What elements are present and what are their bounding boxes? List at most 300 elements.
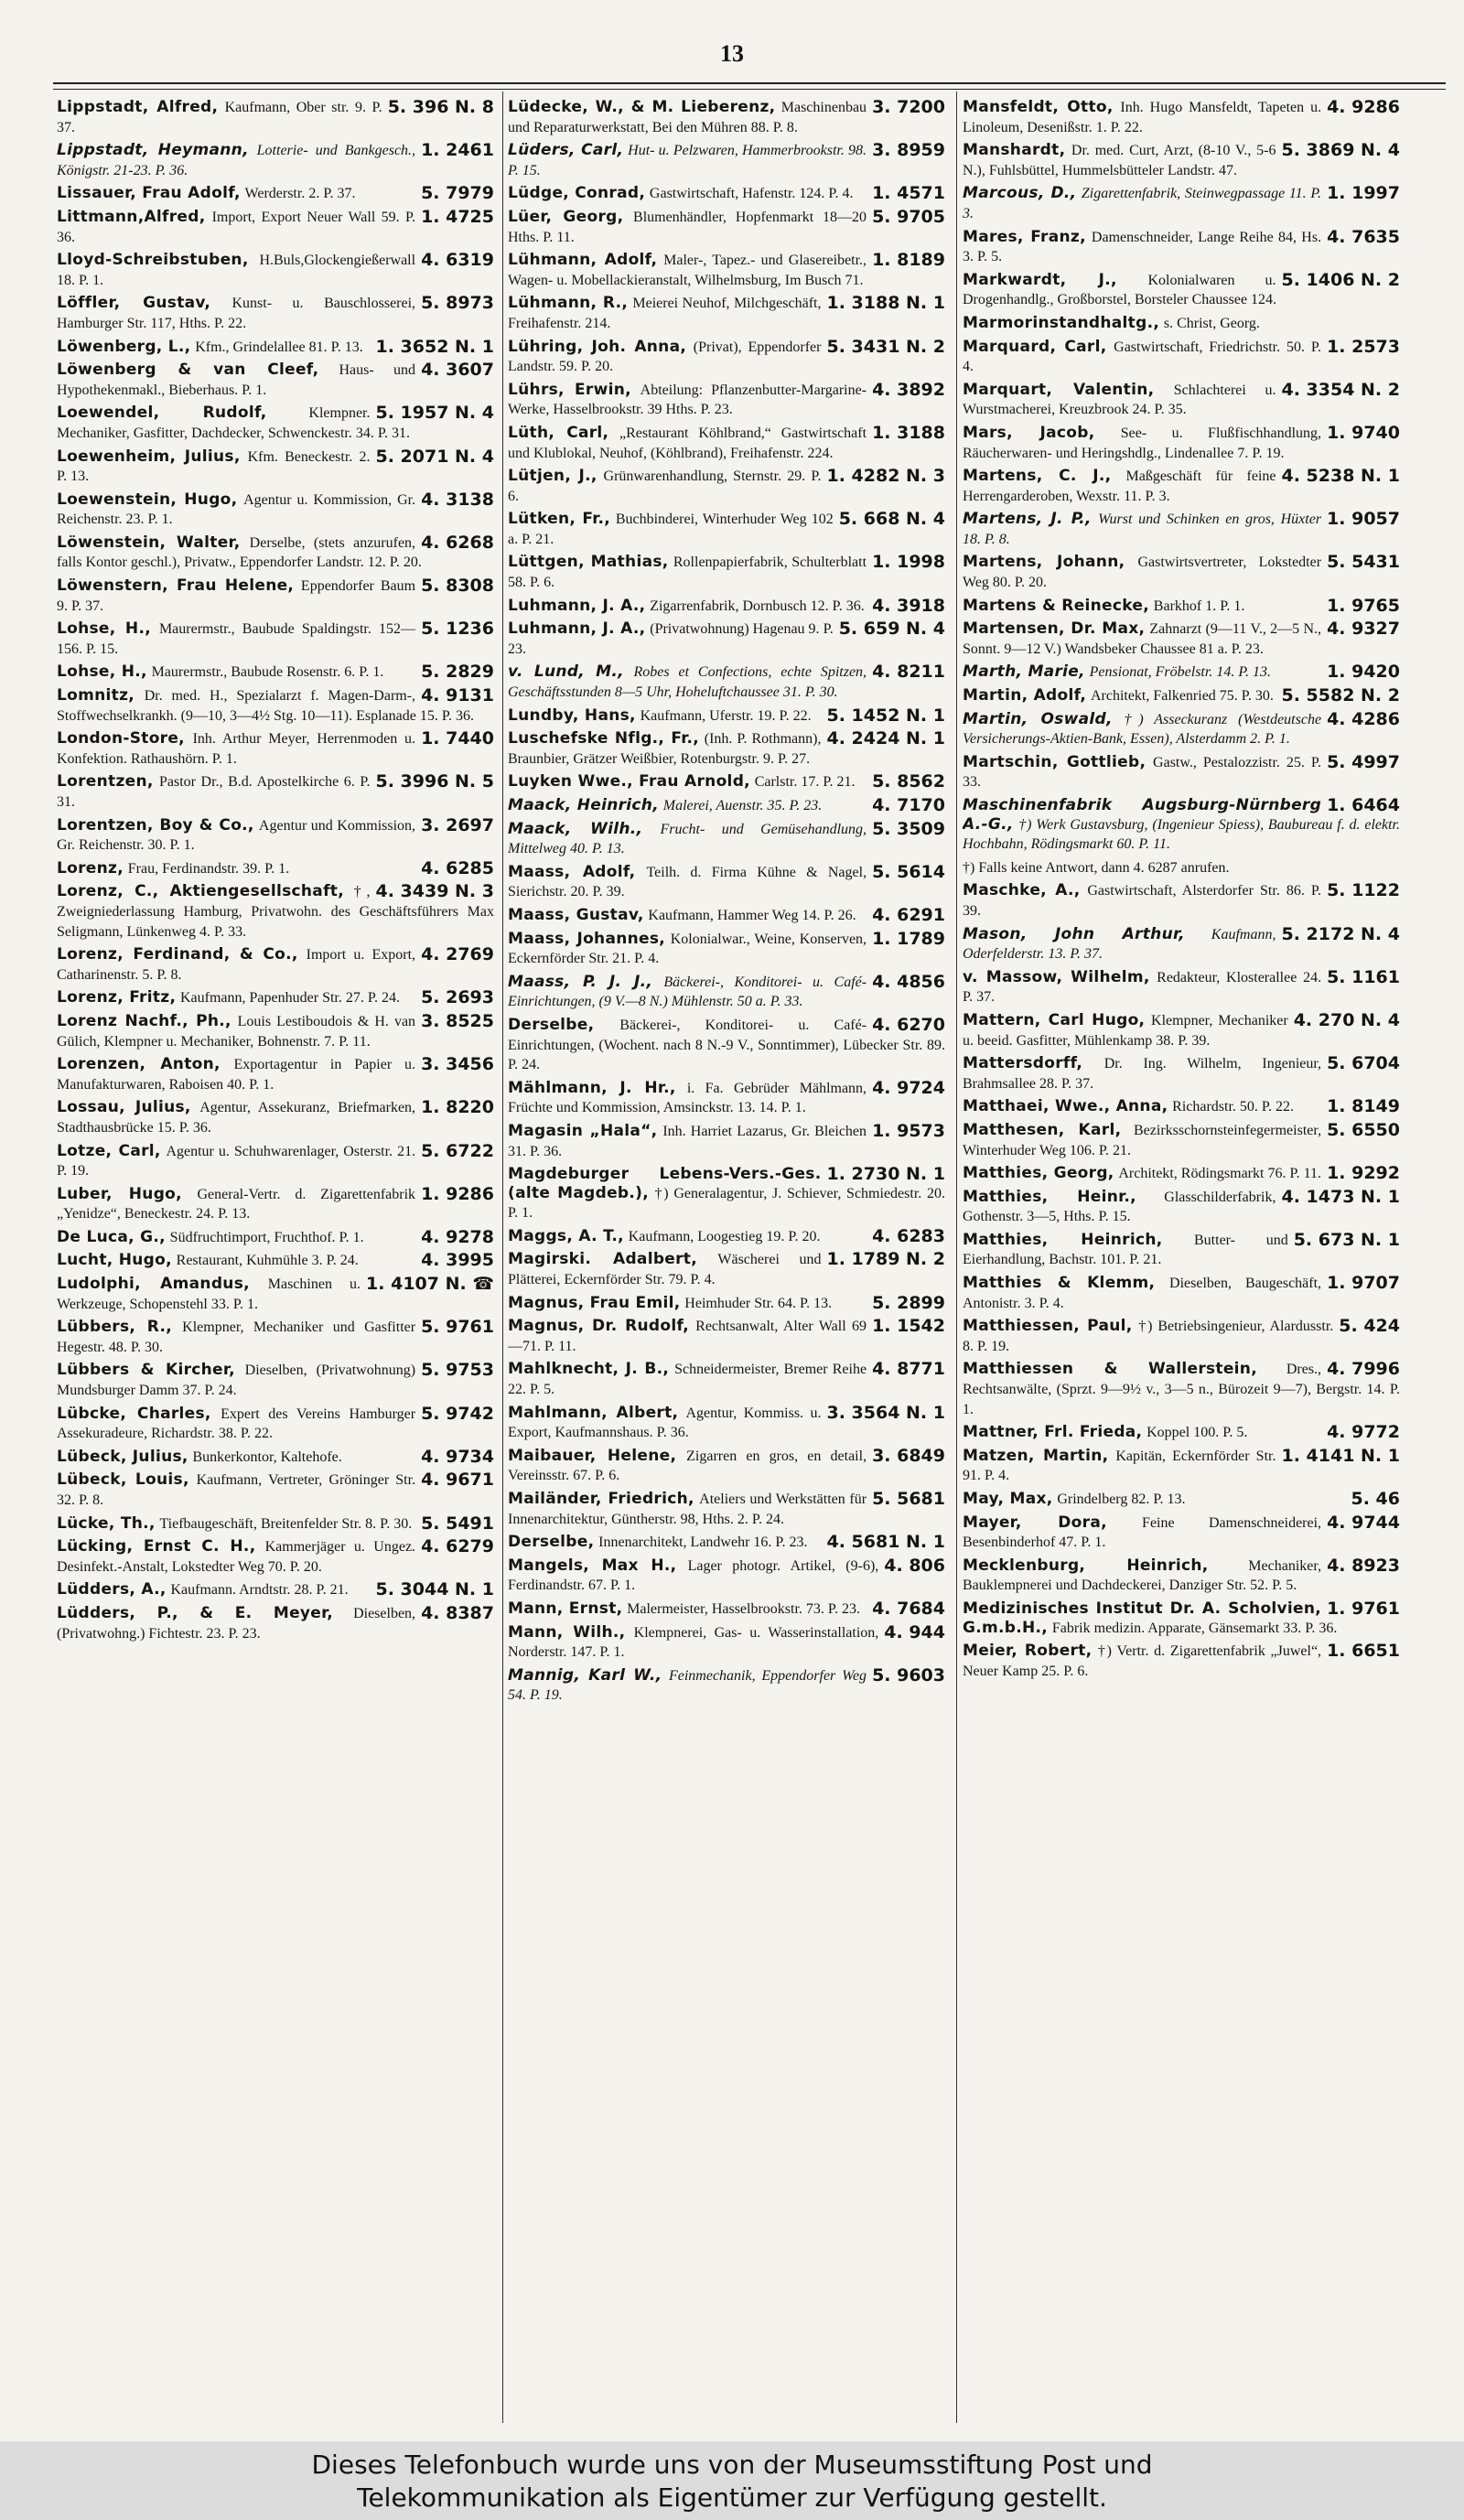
directory-entry [963,510,1400,549]
entry-name: Matthiessen, Paul, [963,1317,1133,1336]
entry-name: Lundby, Hans, [508,705,636,725]
entry-name: Mars, Jacob, [963,423,1095,442]
directory-entry [57,1448,494,1468]
entry-name: Martens & Reinecke, [963,596,1150,615]
phone-number: 4. 7635 [1327,226,1400,247]
entry-detail: Kunst- u. Bauschlosserei, Hamburger Str. 117, Hths. P. 22. [57,296,416,331]
phone-number: 4. 2424 N. 1 [826,728,945,749]
entry-detail: Gastwirtschaft, Friedrichstr. 50. P. 4. [963,339,1322,375]
entry-detail: Hut- u. Pelzwaren, Hammerbrookstr. 98. P. 15. [508,143,867,178]
phone-number: 3. 3456 [421,1054,494,1075]
entry-name: Mahlknecht, J. B., [508,1360,670,1379]
entry-name: Martens, C. J., [963,467,1112,486]
directory-entry [508,1556,945,1596]
entry-detail: Kaufmann, Ober str. 9. P. 37. [57,100,382,135]
entry-name: Lloyd-Schreibstuben, [57,251,249,270]
entry-detail: Dr. med. Curt, Arzt, (8-10 V., 5-6 N.), Fuhlsbüttel, Hummelsbütteler Landstr. 47. [963,143,1276,178]
entry-name: Markwardt, J., [963,270,1117,289]
entry-name: Mason, John Arthur, [963,924,1185,943]
entry-detail: Zigarettenfabrik, Steinwegpassage 11. P. 3. [963,186,1322,221]
entry-detail: Abteilung: Pflanzenbutter-Margarine-Werke, Hasselbrookstr. 39 Hths. P. 23. [508,382,867,418]
directory-entry [57,1318,494,1357]
entry-name: Maass, Adolf, [508,862,636,881]
entry-detail: Bäckerei-, Konditorei- u. Café-Einrichtungen, (Wochent. nach 8 N.-9 V., Sonntimmer), Lübecker Str. 89. P. 24. [508,1017,945,1073]
directory-entry [963,141,1400,180]
phone-number: 4. 9278 [421,1226,494,1247]
entry-detail: Agentur, Assekuranz, Briefmarken, Stadthausbrücke 15. P. 36. [57,1100,416,1136]
phone-number: 5. 3431 N. 2 [826,336,945,357]
entry-detail: Zahnarzt (9—11 V., 2—5 N., Sonnt. 9—12 V.) Wandsbeker Chaussee 81 a. P. 23. [963,621,1322,657]
entry-detail: Schneidermeister, Bremer Reihe 22. P. 5. [508,1362,867,1398]
entry-detail: Richardstr. 50. P. 22. [1172,1099,1295,1115]
entry-detail: Heimhuder Str. 64. P. 13. [684,1295,833,1311]
phone-number: 3. 6849 [872,1445,945,1466]
entry-name: Lorenz, C., Aktiengesellschaft, [57,882,344,901]
directory-entry [963,796,1400,855]
entry-name: Lippstadt, Alfred, [57,98,219,116]
directory-entry [57,208,494,247]
directory-entry [963,1274,1400,1313]
entry-detail: Dres., Rechtsanwälte, (Sprzt. 9—9½ v., 3—5 n., Bürozeit 9—7), Bergstr. 14. P. 1. [963,1362,1400,1417]
phone-number: 4. 6279 [421,1536,494,1557]
directory-entry [57,141,494,180]
entry-detail: Meierei Neuhof, Milchgeschäft, Freihafenstr. 214. [508,296,822,331]
entry-name: Marth, Marie, [963,662,1085,682]
entry-name: Magdeburger Lebens-Vers.-Ges. (alte Magdeb.), [508,1165,822,1202]
entry-detail: Pastor Dr., B.d. Apostelkirche 6. P. 31. [57,774,371,810]
entry-name: Mattersdorff, [963,1054,1083,1073]
entry-name: Magnus, Dr. Rudolf, [508,1317,689,1336]
entry-name: Lühring, Joh. Anna, [508,337,687,356]
phone-number: 5. 9705 [872,206,945,227]
phone-number: 3. 8525 [421,1010,494,1031]
entry-detail: Malermeister, Hasselbrookstr. 73. P. 23. [627,1600,861,1617]
phone-number: 5. 6722 [421,1140,494,1161]
entry-detail: Barkhof 1. P. 1. [1153,598,1245,614]
directory-entry [963,467,1400,506]
entry-name: Lossau, Julius, [57,1098,191,1117]
phone-number: 1. 4571 [872,183,945,204]
entry-name: Lühmann, R., [508,294,629,313]
phone-number: 4. 3918 [872,595,945,616]
directory-entry [57,729,494,769]
directory-entry [57,1012,494,1051]
phone-number: 4. 8211 [872,662,945,683]
entry-name: Luyken Wwe., Frau Arnold, [508,772,750,792]
entry-detail: Rollenpapierfabrik, Schulterblatt 58. P. 6. [508,555,867,591]
entry-name: Luber, Hugo, [57,1184,182,1203]
entry-detail: „Restaurant Köhlbrand,“ Gastwirtschaft und Klublokal, Neuhof, (Köhlbrand), Freihafenstr. 224. [508,425,867,461]
entry-name: v. Lund, M., [508,662,624,682]
entry-detail: i. Fa. Gebrüder Mählmann, Früchte und Kommission, Amsinckstr. 13. 14. P. 1. [508,1080,867,1116]
phone-number: 4. 3892 [872,379,945,400]
entry-name: Löffler, Gustav, [57,294,211,313]
directory-entry [508,1016,945,1075]
phone-number: 1. 6651 [1327,1641,1400,1662]
directory-entry [57,1604,494,1643]
entry-name: Lorenzen, Anton, [57,1055,221,1074]
phone-number: 5. 6704 [1327,1053,1400,1074]
phone-number: 4. 3354 N. 2 [1281,379,1400,400]
entry-name: Lissauer, Frau Adolf, [57,184,241,203]
phone-number: 1. 4107 N. ☎ [366,1274,494,1295]
entry-name: Marmorinstandhaltg., [963,313,1160,332]
entry-detail: Agentur, Kommiss. u. Export, Kaufmannshaus. P. 36. [508,1405,822,1441]
phone-number: 5. 1957 N. 4 [375,403,494,424]
entry-detail: Frucht- und Gemüsehandlung, Mittelweg 40. P. 13. [508,821,867,857]
phone-number: 4. 8923 [1327,1555,1400,1576]
phone-number: 1. 1789 [872,928,945,949]
directory-entry [508,381,945,420]
directory-entry [57,945,494,985]
phone-number: 5. 659 N. 4 [838,619,945,640]
column-divider [502,92,503,2423]
directory-entry [508,467,945,506]
directory-entry [963,710,1400,749]
directory-entry [963,1164,1400,1184]
directory-entry [57,1055,494,1094]
entry-detail: Dieselben, (Privatwohng.) Fichtestr. 23. P. 23. [57,1605,416,1642]
entry-name: Lüdecke, W., & M. Lieberenz, [508,98,776,116]
phone-number: 4. 806 [884,1555,945,1576]
directory-entry [508,772,945,792]
entry-name: Meier, Robert, [963,1642,1093,1661]
entry-detail: Blumenhändler, Hopfenmarkt 18—20 Hths. P. 11. [508,209,867,245]
entry-name: Matthesen, Karl, [963,1120,1122,1139]
phone-number: 4. 8387 [421,1602,494,1623]
phone-number: 1. 3188 N. 1 [826,293,945,314]
phone-number: 5. 3509 [872,818,945,839]
phone-number: 4. 270 N. 4 [1293,1009,1400,1030]
entry-detail: Mechaniker, Bauklempnerei und Dachdeckerei, Danziger Str. 52. P. 5. [963,1557,1322,1594]
phone-number: 4. 6285 [421,857,494,878]
directory-entry [57,882,494,942]
directory-entry [508,510,945,549]
entry-detail: Inh. Harriet Lazarus, Gr. Bleichen 31. P. 36. [508,1123,867,1159]
entry-name: Martensen, Dr. Max, [963,619,1146,639]
phone-number: 1. 7440 [421,728,494,749]
directory-entry [57,1098,494,1137]
directory-entry [508,1227,945,1247]
entry-name: Lübeck, Julius, [57,1447,188,1466]
phone-number: 4. 9772 [1327,1422,1400,1443]
directory-entry [508,184,945,204]
entry-detail: Kaufmann, Oderfelderstr. 13. P. 37. [963,926,1276,963]
entry-detail: Pensionat, Fröbelstr. 14. P. 13. [1089,664,1272,681]
entry-detail: Import, Export Neuer Wall 59. P. 36. [57,209,416,245]
directory-entry [963,1231,1400,1270]
entry-name: Magirski. Adalbert, [508,1250,697,1269]
entry-name: Luhmann, J. A., [508,596,646,615]
entry-detail: Maßgeschäft für feine Herrengarderoben, Wexstr. 11. P. 3. [963,468,1276,504]
entry-detail: Gastwirtschaft, Alsterdorfer Str. 86. P. 39. [963,883,1322,919]
directory-entry [508,1250,945,1289]
entry-name: Löwenstein, Walter, [57,533,241,552]
directory-entry [57,1228,494,1248]
phone-number: 5. 3996 N. 5 [375,771,494,792]
entry-detail: Kaufmann, Papenhuder Str. 27. P. 24. [180,990,400,1007]
directory-entry [963,1423,1400,1443]
entry-name: Löwenberg, L., [57,337,191,356]
entry-name: Marquart, Valentin, [963,380,1155,399]
entry-name: Lüdders, A., [57,1580,167,1599]
directory-entry [508,251,945,290]
phone-number: 1. 2573 [1327,336,1400,357]
entry-name: Lübcke, Charles, [57,1404,211,1423]
phone-number: 4. 944 [884,1621,945,1642]
entry-name: Mählmann, J. Hr., [508,1078,676,1097]
phone-number: 3. 8959 [872,140,945,161]
phone-number: 5. 424 [1339,1316,1400,1337]
entry-name: Matthaei, Wwe., Anna, [963,1097,1168,1116]
entry-name: Maass, Gustav, [508,905,644,924]
phone-number: 1. 9761 [1327,1598,1400,1619]
entry-detail: Kaufmann. Arndtstr. 28. P. 21. [170,1582,349,1599]
phone-number: 4. 6270 [872,1014,945,1035]
directory-entry [508,1122,945,1161]
directory-entry [508,1317,945,1356]
entry-detail: Kaufmann, Uferstr. 19. P. 22. [640,707,812,724]
phone-number: 5. 5681 [872,1489,945,1509]
entry-name: Magnus, Frau Emil, [508,1293,681,1312]
phone-number: 5. 1122 [1327,880,1400,901]
directory-entry [963,1447,1400,1486]
directory-entry [508,1165,945,1223]
directory-entry [57,1514,494,1535]
entry-name: Matthies, Heinrich, [963,1230,1163,1249]
phone-number: 5. 6550 [1327,1119,1400,1140]
phone-number: 1. 9765 [1327,595,1400,616]
entry-detail: Derselbe, (stets anzurufen, falls Kontor geschl.), Privatw., Eppendorfer Landstr. 12. P. 20. [57,534,422,571]
directory-entry [508,1404,945,1443]
directory-entry [57,1142,494,1181]
phone-number: 5. 2071 N. 4 [375,446,494,467]
entry-name: Medizinisches Institut Dr. A. Scholvien, G.m.b.H., [963,1599,1322,1637]
directory-entry [508,619,945,659]
entry-name: Lübbers & Kircher, [57,1361,235,1380]
entry-name: Lorentzen, Boy & Co., [57,815,254,835]
phone-number: 1. 4282 N. 3 [826,466,945,487]
directory-entry [57,361,494,400]
entry-detail: Inh. Arthur Meyer, Herrenmoden u. Konfektion. Rathaushörn. P. 1. [57,731,416,767]
directory-entry [963,553,1400,592]
directory-entry [963,753,1400,792]
entry-detail: Maurermstr., Baubude Spaldingstr. 152—156. P. 15. [57,621,416,657]
phone-number: 1. 9420 [1327,662,1400,683]
directory-entry [963,686,1400,706]
phone-number: 1. 1997 [1327,183,1400,204]
phone-number: 4. 5681 N. 1 [826,1532,945,1553]
entry-detail: Feinmechanik, Eppendorfer Weg 54. P. 19. [508,1667,867,1704]
directory-entry [963,597,1400,617]
phone-number: 4. 5238 N. 1 [1281,466,1400,487]
directory-entry [57,447,494,487]
footer-text [0,2449,1464,2515]
entry-detail: (Privat), Eppendorfer Landstr. 59. P. 20. [508,339,822,375]
phone-number: 1. 9573 [872,1120,945,1141]
footer-line-2: Telekommunikation als Eigentümer zur Verfügung gestellt. [357,2482,1107,2513]
entry-name: Lühmann, Adolf, [508,251,658,270]
entry-detail: †) Vertr. d. Zigarettenfabrik „Juwel“, Neuer Kamp 25. P. 6. [963,1643,1322,1679]
entry-detail: Klempner, Mechaniker und Gasfitter Hegestr. 48. P. 30. [57,1319,416,1355]
entry-name: Lüdders, P., & E. Meyer, [57,1603,334,1622]
phone-number: 4. 3138 [421,489,494,510]
entry-detail: Lager photogr. Artikel, (9-6), Ferdinandstr. 67. P. 1. [508,1557,879,1594]
directory-entry [963,1097,1400,1117]
phone-number: 5. 1452 N. 1 [826,705,945,726]
entry-name: Loewenheim, Julius, [57,447,241,466]
entry-name: Maschke, A., [963,881,1081,900]
phone-number: 5. 1236 [421,619,494,640]
header-rule-thin [53,89,1446,90]
footer-line-1: Dieses Telefonbuch wurde uns von der Museumsstiftung Post und [311,2450,1153,2480]
phone-number: 4. 9671 [421,1470,494,1491]
directory-entry [57,1580,494,1600]
entry-detail: †, Zweigniederlassung Hamburg, Privatwohn. des Geschäftsführers Max Seligmann, Lünkenweg 4. P. 33. [57,884,494,940]
entry-name: Lührs, Erwin, [508,380,631,399]
entry-detail: Ateliers und Werkstätten für Innenarchitektur, Güntherstr. 98, Hths. 2. P. 24. [508,1492,867,1527]
phone-number: 5. 9753 [421,1360,494,1381]
directory-entry [508,863,945,902]
directory-entry [963,1599,1400,1638]
entry-detail: Maler-, Tapez.- und Glasereibetr., Wagen- u. Mobellackieranstalt, Wilhelmsburg, Im Busch 71. [508,253,867,288]
entry-name: Lohse, H., [57,619,151,639]
entry-detail: Dr. Ing. Wilhelm, Ingenieur, Brahmsallee 28. P. 37. [963,1056,1322,1092]
entry-name: Lübeck, Louis, [57,1470,189,1490]
entry-detail: Agentur und Kommission, Gr. Reichenstr. 30. P. 1. [57,817,416,854]
directory-entry [963,925,1400,964]
entry-detail: Klempner, Mechaniker u. beeid. Gasfitter, Mühlenkamp 38. P. 39. [963,1012,1288,1049]
entry-detail: Dr. med. H., Spezialarzt f. Magen-Darm-, Stoffwechselkrankh. (9—10, 3—4½ Stg. 10—11). Esplanade 15. P. 36. [57,688,474,724]
phone-number: 1. 6464 [1327,795,1400,815]
entry-name: Mann, Ernst, [508,1599,623,1618]
directory-entry [57,988,494,1008]
phone-number: 1. 4141 N. 1 [1281,1445,1400,1466]
phone-number: 5. 9603 [872,1664,945,1685]
entry-detail: †) Asseckuranz (Westdeutsche Versicherungs-Aktien-Bank, Essen), Alsterdamm 2. P. 1. [963,711,1322,748]
phone-number: 4. 9131 [421,685,494,706]
entry-detail: Kaufmann, Loogestieg 19. P. 20. [628,1228,821,1244]
entry-detail: Architekt, Rödingsmarkt 76. P. 11. [1118,1166,1321,1182]
directory-entry [508,1360,945,1399]
directory-entry [57,1470,494,1510]
phone-number: 4. 7684 [872,1598,945,1619]
entry-name: Matthies & Klemm, [963,1274,1156,1293]
directory-entry [508,796,945,816]
entry-name: Mecklenburg, Heinrich, [963,1556,1209,1575]
entry-detail: Inh. Hugo Mansfeldt, Tapeten u. Linoleum, Desenißstr. 1. P. 22. [963,100,1322,135]
directory-column-2 [508,98,945,2422]
entry-name: Lütken, Fr., [508,510,610,529]
entry-name: Maggs, A. T., [508,1226,624,1245]
directory-entry [57,404,494,443]
directory-entry [57,294,494,333]
directory-entry [57,1185,494,1224]
directory-entry [508,141,945,180]
phone-number: 1. 3652 N. 1 [375,336,494,357]
entry-detail: Agentur u. Schuhwarenlager, Osterstr. 21. P. 19. [57,1143,416,1179]
entry-name: Lüdge, Conrad, [508,184,646,203]
phone-number: 5. 5582 N. 2 [1281,685,1400,706]
phone-number: 5. 4997 [1327,751,1400,772]
entry-detail: Bunkerkontor, Kaltehofe. [192,1448,342,1465]
directory-entry [508,1447,945,1486]
phone-number: 5. 1406 N. 2 [1281,269,1400,290]
phone-number: 1. 4725 [421,206,494,227]
directory-entry [508,906,945,926]
entry-detail: †) Werk Gustavsburg, (Ingenieur Spiess), Baubureau f. d. elektr. Hochbahn, Rödingsmarkt 60. P. 11. [963,816,1400,853]
directory-entry [963,1642,1400,1681]
phone-number: 4. 3995 [421,1250,494,1271]
entry-name: De Luca, G., [57,1227,166,1246]
entry-detail: †) Betriebsingenieur, Alardusstr. 8. P. 19. [963,1319,1334,1354]
entry-name: Manshardt, [963,141,1066,160]
entry-name: Lorenz, Ferdinand, & Co., [57,945,298,964]
entry-name: Mangels, Max H., [508,1556,677,1575]
entry-name: Lüer, Georg, [508,207,624,226]
directory-entry [963,1011,1400,1050]
phone-number: 5. 5491 [421,1513,494,1534]
directory-entry [508,930,945,969]
phone-number: 5. 8562 [872,771,945,792]
entry-detail: Butter- und Eierhandlung, Bachstr. 101. P. 21. [963,1232,1288,1268]
phone-number: 4. 9327 [1327,619,1400,640]
phone-number: 1. 9286 [421,1183,494,1204]
directory-entry [57,619,494,659]
entry-name: Mailänder, Friedrich, [508,1490,694,1508]
phone-number: 3. 2697 [421,814,494,835]
directory-entry [57,1275,494,1314]
column-divider [956,92,957,2423]
entry-detail: Klempnerei, Gas- u. Wasserinstallation, Norderstr. 147. P. 1. [508,1624,879,1661]
phone-number: 5. 9761 [421,1317,494,1338]
entry-detail: Rechtsanwalt, Alter Wall 69—71. P. 11. [508,1319,867,1354]
entry-name: Matzen, Martin, [963,1446,1109,1465]
entry-name: Maass, Johannes, [508,929,666,948]
entry-detail: Wäscherei und Plätterei, Eckernförder Str. 79. P. 4. [508,1252,822,1288]
directory-entry [963,381,1400,420]
phone-number: 1. 2730 N. 1 [826,1164,945,1185]
directory-entry [57,859,494,879]
entry-detail: Dieselben, Baugeschäft, Antonistr. 3. P. 4. [963,1276,1322,1311]
entry-name: Martens, J. P., [963,510,1092,529]
directory-entry [963,314,1400,334]
directory-entry [963,424,1400,463]
entry-name: Matthies, Georg, [963,1164,1114,1183]
entry-detail: Maurermstr., Baubude Rosenstr. 6. P. 1. [151,664,384,681]
phone-number: 4. 2769 [421,944,494,965]
entry-detail: Fabrik medizin. Apparate, Gänsemarkt 33. P. 36. [1051,1620,1338,1636]
directory-entry [508,1079,945,1118]
entry-detail: Kaufmann, Hammer Weg 14. P. 26. [648,907,856,923]
entry-name: Martin, Adolf, [963,686,1087,705]
entry-detail: Redakteur, Klosterallee 24. P. 37. [963,969,1322,1006]
entry-detail: Malerei, Auenstr. 35. P. 23. [662,798,823,813]
entry-name: Lüders, Carl, [508,141,624,160]
entry-detail: Maschinen u. Werkzeuge, Schopenstehl 33. P. 1. [57,1276,361,1312]
phone-number: 4. 4286 [1327,708,1400,729]
entry-detail: Exportagentur in Papier u. Manufakturwaren, Raboisen 40. P. 1. [57,1057,416,1093]
phone-number: 1. 9292 [1327,1163,1400,1184]
entry-name: Martin, Oswald, [963,709,1113,728]
directory-column-1 [57,98,494,2422]
directory-entry [508,973,945,1012]
entry-detail: Kfm. Beneckestr. 2. P. 13. [57,448,371,485]
phone-number: 1. 8220 [421,1097,494,1118]
entry-name: Loewendel, Rudolf, [57,404,267,423]
entry-name: Matthies, Heinr., [963,1187,1136,1206]
phone-number: 5. 1161 [1327,966,1400,987]
